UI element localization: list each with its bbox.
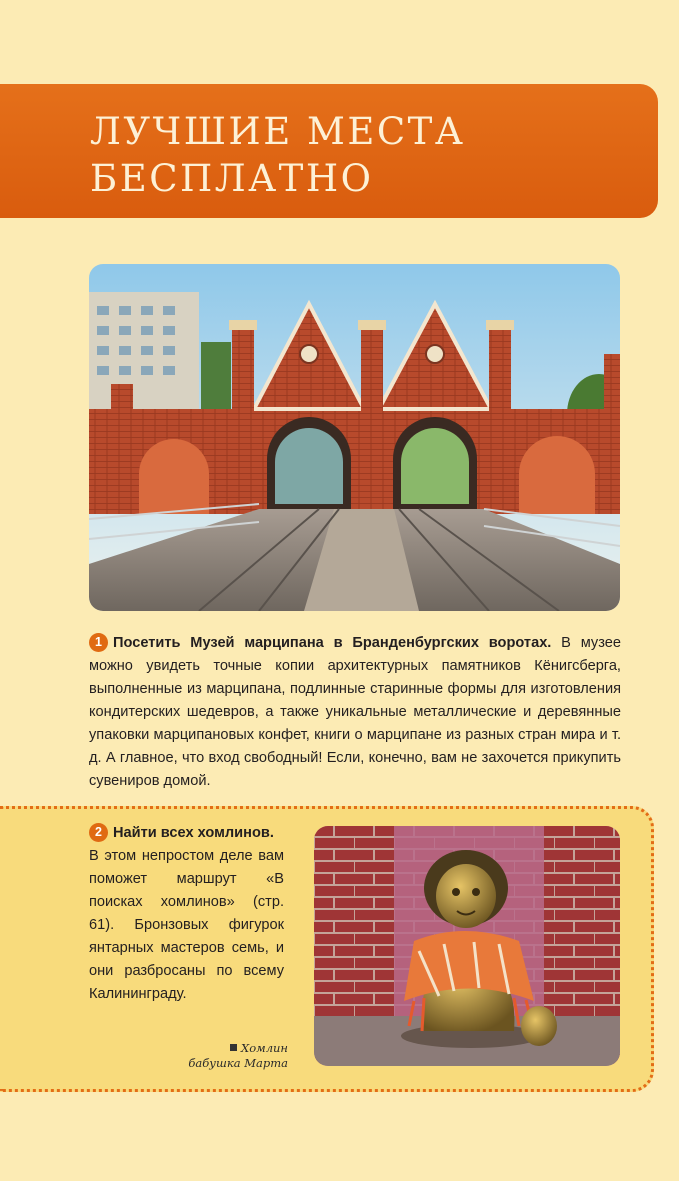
item-1-number-badge: 1: [89, 633, 108, 652]
item-1-text: В музее можно увидеть точные копии архитектурных памятников Кёнигсберга, выполненные из марципана, подлинные старинные формы для изготовления кондитерских шедевров, а также уникальные металлические и деревянные упаковки марципановых конфет, книги о марципане из разных стран мира и т. д. А главное, что вход свободный! Если, конечно, вам не захочется прикупить сувениров домой.: [89, 635, 621, 789]
item-2-paragraph: [89, 822, 284, 1006]
title-line-2: БЕСПЛАТНО: [90, 157, 374, 200]
square-bullet-icon: [230, 1044, 237, 1051]
page-title: [90, 108, 465, 202]
brandenburg-gate-photo: [89, 264, 620, 611]
caption-line-1: Хомлин: [241, 1041, 288, 1055]
photo-caption: [138, 1041, 288, 1071]
item-2-text: В этом непростом деле вам поможет маршрут «В поисках хомлинов» (стр. 61). Бронзовых фигурок янтарных мастеров семь, и они разбросаны по всему Калининграду.: [89, 848, 284, 1002]
item-2-number-badge: 2: [89, 823, 108, 842]
item-2-title: Найти всех хомлинов.: [113, 825, 274, 841]
homlin-statue-photo: [314, 826, 620, 1066]
item-1-title: Посетить Музей марципана в Бранденбургских воротах.: [113, 635, 552, 651]
title-line-1: ЛУЧШИЕ МЕСТА: [90, 110, 466, 153]
item-1-paragraph: [89, 632, 621, 793]
caption-line-2: бабушка Марта: [188, 1056, 288, 1070]
